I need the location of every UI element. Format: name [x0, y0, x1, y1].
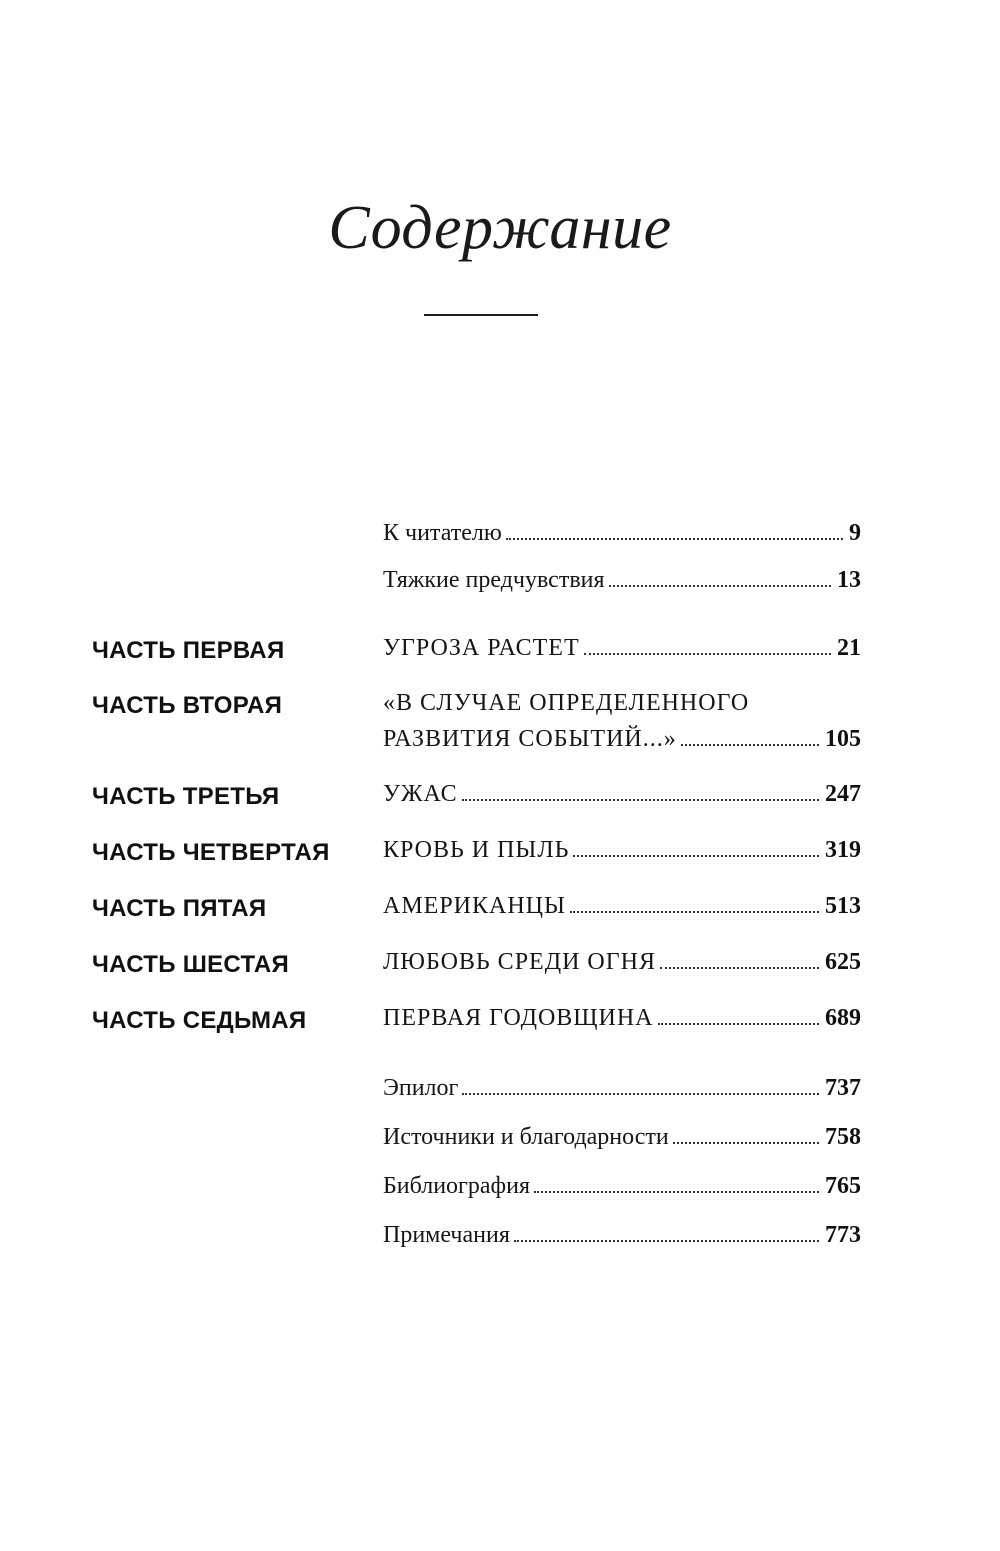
toc-page-number: 105: [825, 726, 861, 752]
leader-dots: [584, 653, 831, 655]
toc-entry-to-reader[interactable]: [383, 520, 861, 547]
toc-entry-part-1[interactable]: [383, 635, 861, 662]
part-label-7: ЧАСТЬ СЕДЬМАЯ: [92, 1007, 307, 1034]
leader-dots: [570, 911, 819, 913]
toc-entry-title-line1[interactable]: «В СЛУЧАЕ ОПРЕДЕЛЕННОГО: [383, 690, 750, 716]
toc-page-number: 13: [837, 567, 861, 593]
toc-entry-sources[interactable]: [383, 1124, 861, 1151]
part-label-4: ЧАСТЬ ЧЕТВЕРТАЯ: [92, 839, 330, 866]
toc-entry-part-3[interactable]: [383, 781, 861, 808]
toc-entry-title: КРОВЬ И ПЫЛЬ: [383, 837, 570, 863]
toc-entry-epilogue[interactable]: [383, 1075, 861, 1102]
leader-dots: [573, 855, 819, 857]
toc-page-number: 513: [825, 893, 861, 919]
toc-entry-title: АМЕРИКАНЦЫ: [383, 893, 566, 919]
toc-entry-title: Библиография: [383, 1173, 530, 1199]
toc-page-number: 319: [825, 837, 861, 863]
toc-entry-part-5[interactable]: [383, 893, 861, 920]
toc-entry-bibliography[interactable]: [383, 1173, 861, 1200]
toc-entry-forebodings[interactable]: [383, 567, 861, 594]
leader-dots: [658, 1023, 819, 1025]
leader-dots: [534, 1191, 819, 1193]
toc-page-number: 625: [825, 949, 861, 975]
part-label-3: ЧАСТЬ ТРЕТЬЯ: [92, 783, 280, 810]
toc-page-number: 9: [849, 520, 861, 546]
leader-dots: [514, 1240, 819, 1242]
toc-page-number: 737: [825, 1075, 861, 1101]
toc-entry-title: К читателю: [383, 520, 502, 546]
leader-dots: [609, 585, 831, 587]
toc-entry-part-2[interactable]: [383, 726, 861, 753]
toc-entry-title: Примечания: [383, 1222, 510, 1248]
leader-dots: [462, 799, 819, 801]
part-label-1: ЧАСТЬ ПЕРВАЯ: [92, 637, 285, 664]
part-label-2: ЧАСТЬ ВТОРАЯ: [92, 692, 283, 719]
toc-page-number: 689: [825, 1005, 861, 1031]
toc-entry-title: Источники и благодарности: [383, 1124, 669, 1150]
toc-entry-part-4[interactable]: [383, 837, 861, 864]
toc-entry-title: ЛЮБОВЬ СРЕДИ ОГНЯ: [383, 949, 656, 975]
toc-entry-notes[interactable]: [383, 1222, 861, 1249]
page-title: Содержание: [328, 194, 672, 262]
toc-page-number: 765: [825, 1173, 861, 1199]
leader-dots: [506, 538, 843, 540]
part-label-6: ЧАСТЬ ШЕСТАЯ: [92, 951, 290, 978]
toc-page-number: 773: [825, 1222, 861, 1248]
leader-dots: [681, 744, 819, 746]
leader-dots: [462, 1093, 819, 1095]
toc-entry-title: УЖАС: [383, 781, 458, 807]
toc-entry-part-6[interactable]: [383, 949, 861, 976]
leader-dots: [673, 1142, 819, 1144]
toc-entry-title: ПЕРВАЯ ГОДОВЩИНА: [383, 1005, 654, 1031]
toc-page-number: 21: [837, 635, 861, 661]
part-label-5: ЧАСТЬ ПЯТАЯ: [92, 895, 267, 922]
leader-dots: [660, 967, 819, 969]
toc-page-number: 247: [825, 781, 861, 807]
toc-entry-title: Эпилог: [383, 1075, 459, 1101]
toc-entry-title: Тяжкие предчувствия: [383, 567, 605, 593]
toc-page-number: 758: [825, 1124, 861, 1150]
toc-entry-title: РАЗВИТИЯ СОБЫТИЙ...»: [383, 726, 677, 752]
toc-entry-title: УГРОЗА РАСТЕТ: [383, 635, 580, 661]
toc-entry-part-7[interactable]: [383, 1005, 861, 1032]
